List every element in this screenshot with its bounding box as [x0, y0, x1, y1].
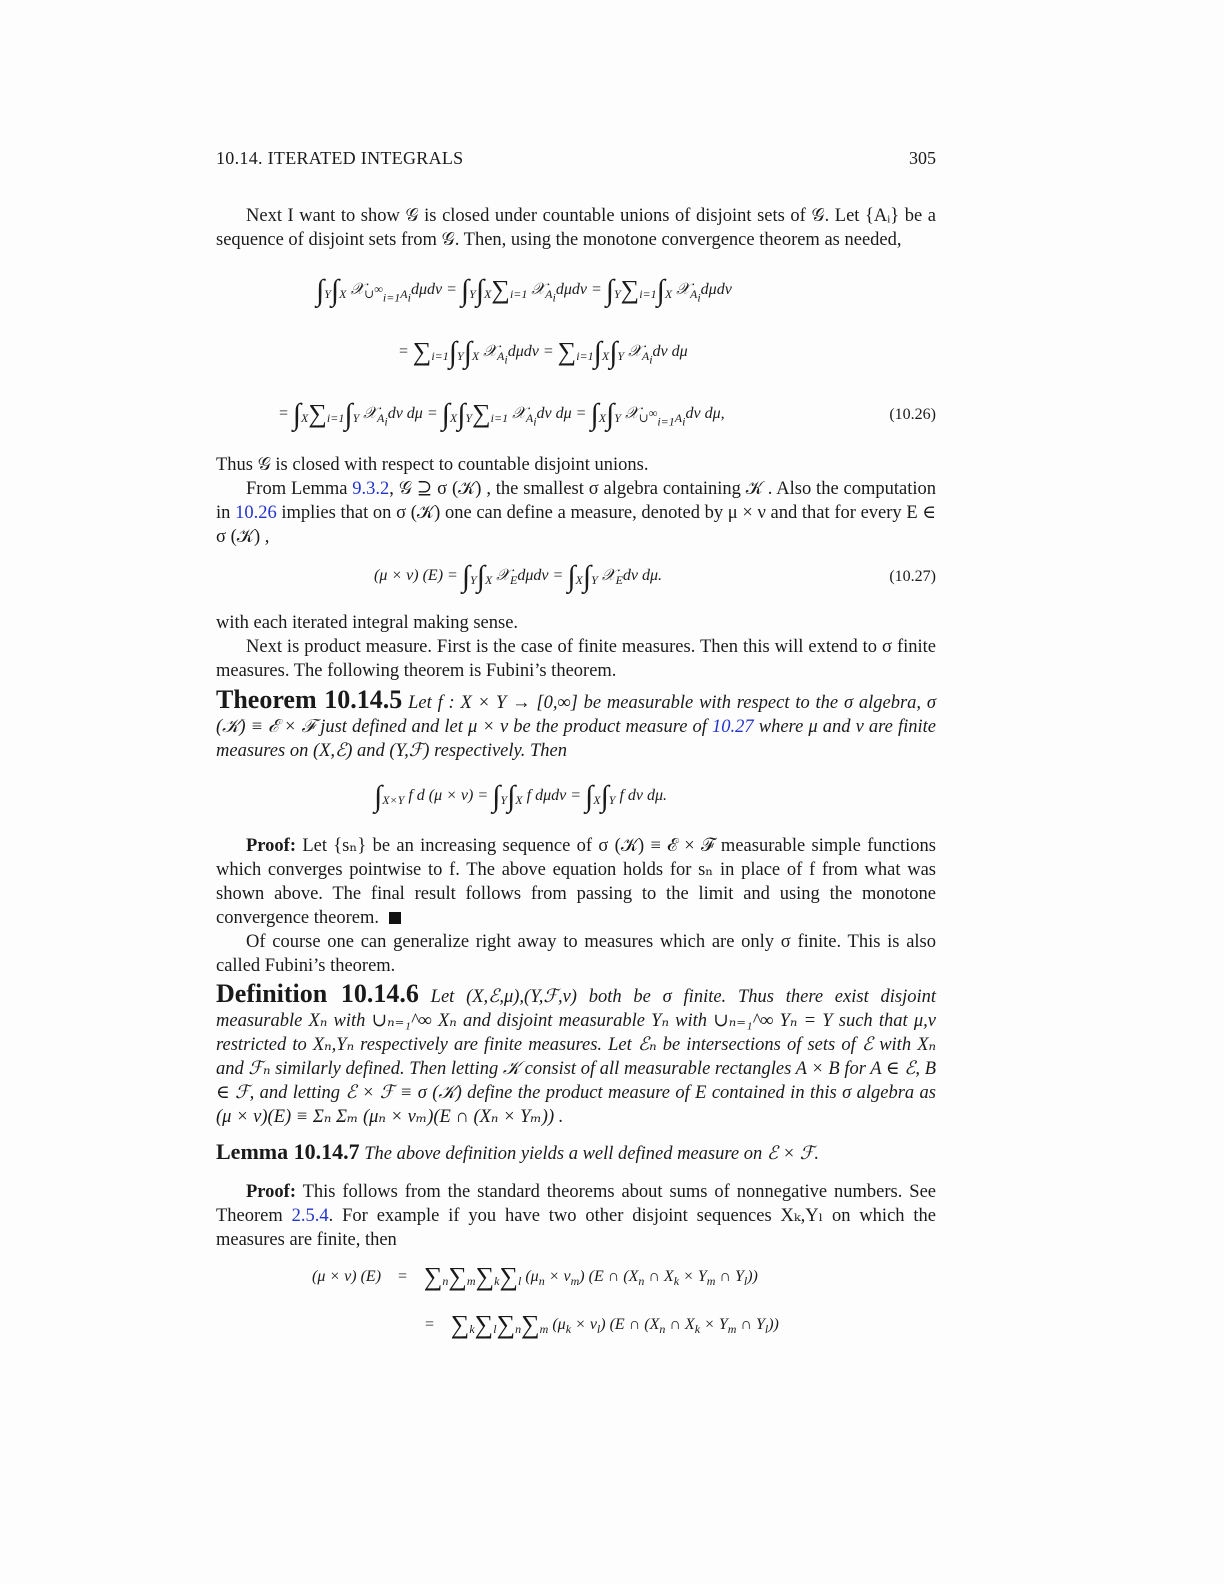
link-theorem-2-5-4[interactable]: 2.5.4 [291, 1206, 329, 1226]
lemma-label: Lemma 10.14.7 [216, 1139, 360, 1164]
equation-number: (10.26) [889, 406, 936, 423]
proof-lemma [216, 1180, 936, 1252]
paragraph-lemma-ref: From Lemma 9.3.2, 𝒢 ⊇ σ (𝒦) , the smallest σ algebra containing 𝒦 . Also the computation in 10.26 implies that on σ (𝒦) one can define a measure, denoted by μ × ν and that for every E ∈ σ (𝒦) , [216, 479, 937, 547]
paragraph-text: with each iterated integral making sense. [216, 613, 519, 633]
equation-line-1: (μ × ν) (E) = $\sum_n\sum_m\sum_k\sum_l$ $(\mu_n \times \nu_m)$ (E ∩ ($X_n$ ∩ $X_k \times Y_m$ ∩ $Y_l$)) [312, 1262, 758, 1291]
paragraph-closure [216, 204, 936, 252]
lemma-10-14-7 [216, 1140, 936, 1166]
paragraph-text: Thus 𝒢 is closed with respect to countable disjoint unions. [216, 455, 649, 475]
paragraph-text: Of course one can generalize right away to measures which are only σ finite. This is also called Fubini’s theorem. [216, 932, 936, 976]
proof-theorem [216, 834, 936, 978]
paragraph-text: Next I want to show 𝒢 is closed under countable unions of disjoint sets of 𝒢. Let {Aᵢ} be a sequence of disjoint sets from 𝒢. Then, using the monotone convergence theorem as needed, [216, 206, 936, 250]
link-eq-10-27[interactable]: 10.27 [712, 717, 754, 737]
proof-label: Proof: [246, 1182, 296, 1202]
equation-content: (μ × ν) $(E) = \int_Y\int_X$ 𝒳$_E$dμdν = $\int_X\int_Y$ 𝒳$_E$dν dμ. [374, 560, 663, 593]
proof-label: Proof: [246, 836, 296, 856]
qed-square-icon [389, 912, 401, 924]
theorem-10-14-5 [216, 685, 937, 763]
proof-text: Proof: This follows from the standard theorems about sums of nonnegative numbers. See Theorem 2.5.4. For example if you have two other disjoint sequences Xₖ,Yₗ on which the measures are finite, then [216, 1182, 936, 1250]
equation-fubini [216, 776, 936, 828]
page-number: 305 [909, 148, 936, 168]
equation-line-3: = $\int_X\sum_{i=1}\int_Y$ 𝒳$_{A_i}$dν $d\mu = \int_X\int_Y\sum_{i=1}$ 𝒳$_{A_i}$dν $d\mu = \int_X\int_Y$ 𝒳$_{\cup^\infty_{i=1}A_i}$dν dμ, [278, 398, 725, 431]
equation-content: $\int_{X\times Y}$ f d $(\mu \times \nu) = \int_Y\int_X$ f $d\mu d\nu = \int_X\int_Y$ f dν dμ. [374, 780, 668, 813]
theorem-label: Theorem 10.14.5 [216, 685, 403, 714]
equation-line-2: = $\sum_k\sum_l\sum_n\sum_m$ $(\mu_k \times \nu_l)$ (E ∩ ($X_n$ ∩ $X_k \times Y_m$ ∩ $Y_l$)) [424, 1310, 779, 1339]
link-eq-10-26[interactable]: 10.26 [235, 503, 277, 523]
theorem-text: Theorem 10.14.5 Let f : X × Y → [0,∞] be measurable with respect to the σ algebra, σ (𝒦) ≡ ℰ × ℱ just defined and let μ × ν be the product measure of 10.27 where μ and ν are finite measures on (X,ℰ) and (Y,ℱ) respectively. Then [216, 685, 937, 761]
proof-text: Proof: Let {sₙ} be an increasing sequence of σ (𝒦) ≡ ℰ × ℱ measurable simple functions which converges pointwise to f. The above equation holds for sₙ in place of f from what was shown above. The final result follows from passing to the limit and using the monotone convergence theorem. [216, 836, 936, 928]
running-header [216, 148, 936, 169]
paragraph-conclusion [216, 453, 936, 549]
definition-label: Definition 10.14.6 [216, 979, 419, 1008]
equation-line-2: = $\sum_{i=1}\int_Y\int_X$ 𝒳$_{A_i}$dμdν = $\sum_{i=1}\int_X\int_Y$ 𝒳$_{A_i}$dν dμ [398, 336, 688, 369]
paragraph-product-measure [216, 611, 936, 683]
paragraph-text: Next is product measure. First is the case of finite measures. Then this will extend to σ finite measures. The following theorem is Fubini’s theorem. [216, 637, 936, 681]
definition-10-14-6 [216, 979, 936, 1129]
equation-line-1: $\int_Y\int_X$ 𝒳$_{\cup^\infty_{i=1}A_i}$dμdν = $\int_Y\int_X\sum_{i=1}$ 𝒳$_{A_i}$dμdν = $\int_Y\sum_{i=1}\int_X$ 𝒳$_{A_i}$dμdν [316, 274, 732, 307]
equation-number: (10.27) [889, 568, 936, 585]
section-title: 10.14. ITERATED INTEGRALS [216, 148, 464, 168]
equation-10-26 [216, 270, 936, 450]
definition-text: Definition 10.14.6 Let (X,ℰ,μ),(Y,ℱ,ν) both be σ finite. Thus there exist disjoint measurable Xₙ with ∪ₙ₌₁^∞ Xₙ and disjoint measurable Yₙ with ∪ₙ₌₁^∞ Yₙ = Y such that μ,ν restricted to Xₙ,Yₙ respectively are finite measures. Let ℰₙ be intersections of sets of ℰ with Xₙ and ℱₙ similarly defined. Then letting 𝒦 consist of all measurable rectangles A × B for A ∈ ℰ, B ∈ ℱ, and letting ℰ × ℱ ≡ σ (𝒦) define the product measure of E contained in this σ algebra as (μ × ν)(E) ≡ Σₙ Σₘ (μₙ × νₘ)(E ∩ (Xₙ × Yₘ)) . [216, 979, 936, 1127]
equation-10-27 [216, 556, 936, 608]
lemma-text: Lemma 10.14.7 The above definition yields a well defined measure on ℰ × ℱ. [216, 1139, 819, 1164]
link-lemma-9-3-2[interactable]: 9.3.2 [352, 479, 390, 499]
equation-sum-rearrange [216, 1258, 936, 1358]
